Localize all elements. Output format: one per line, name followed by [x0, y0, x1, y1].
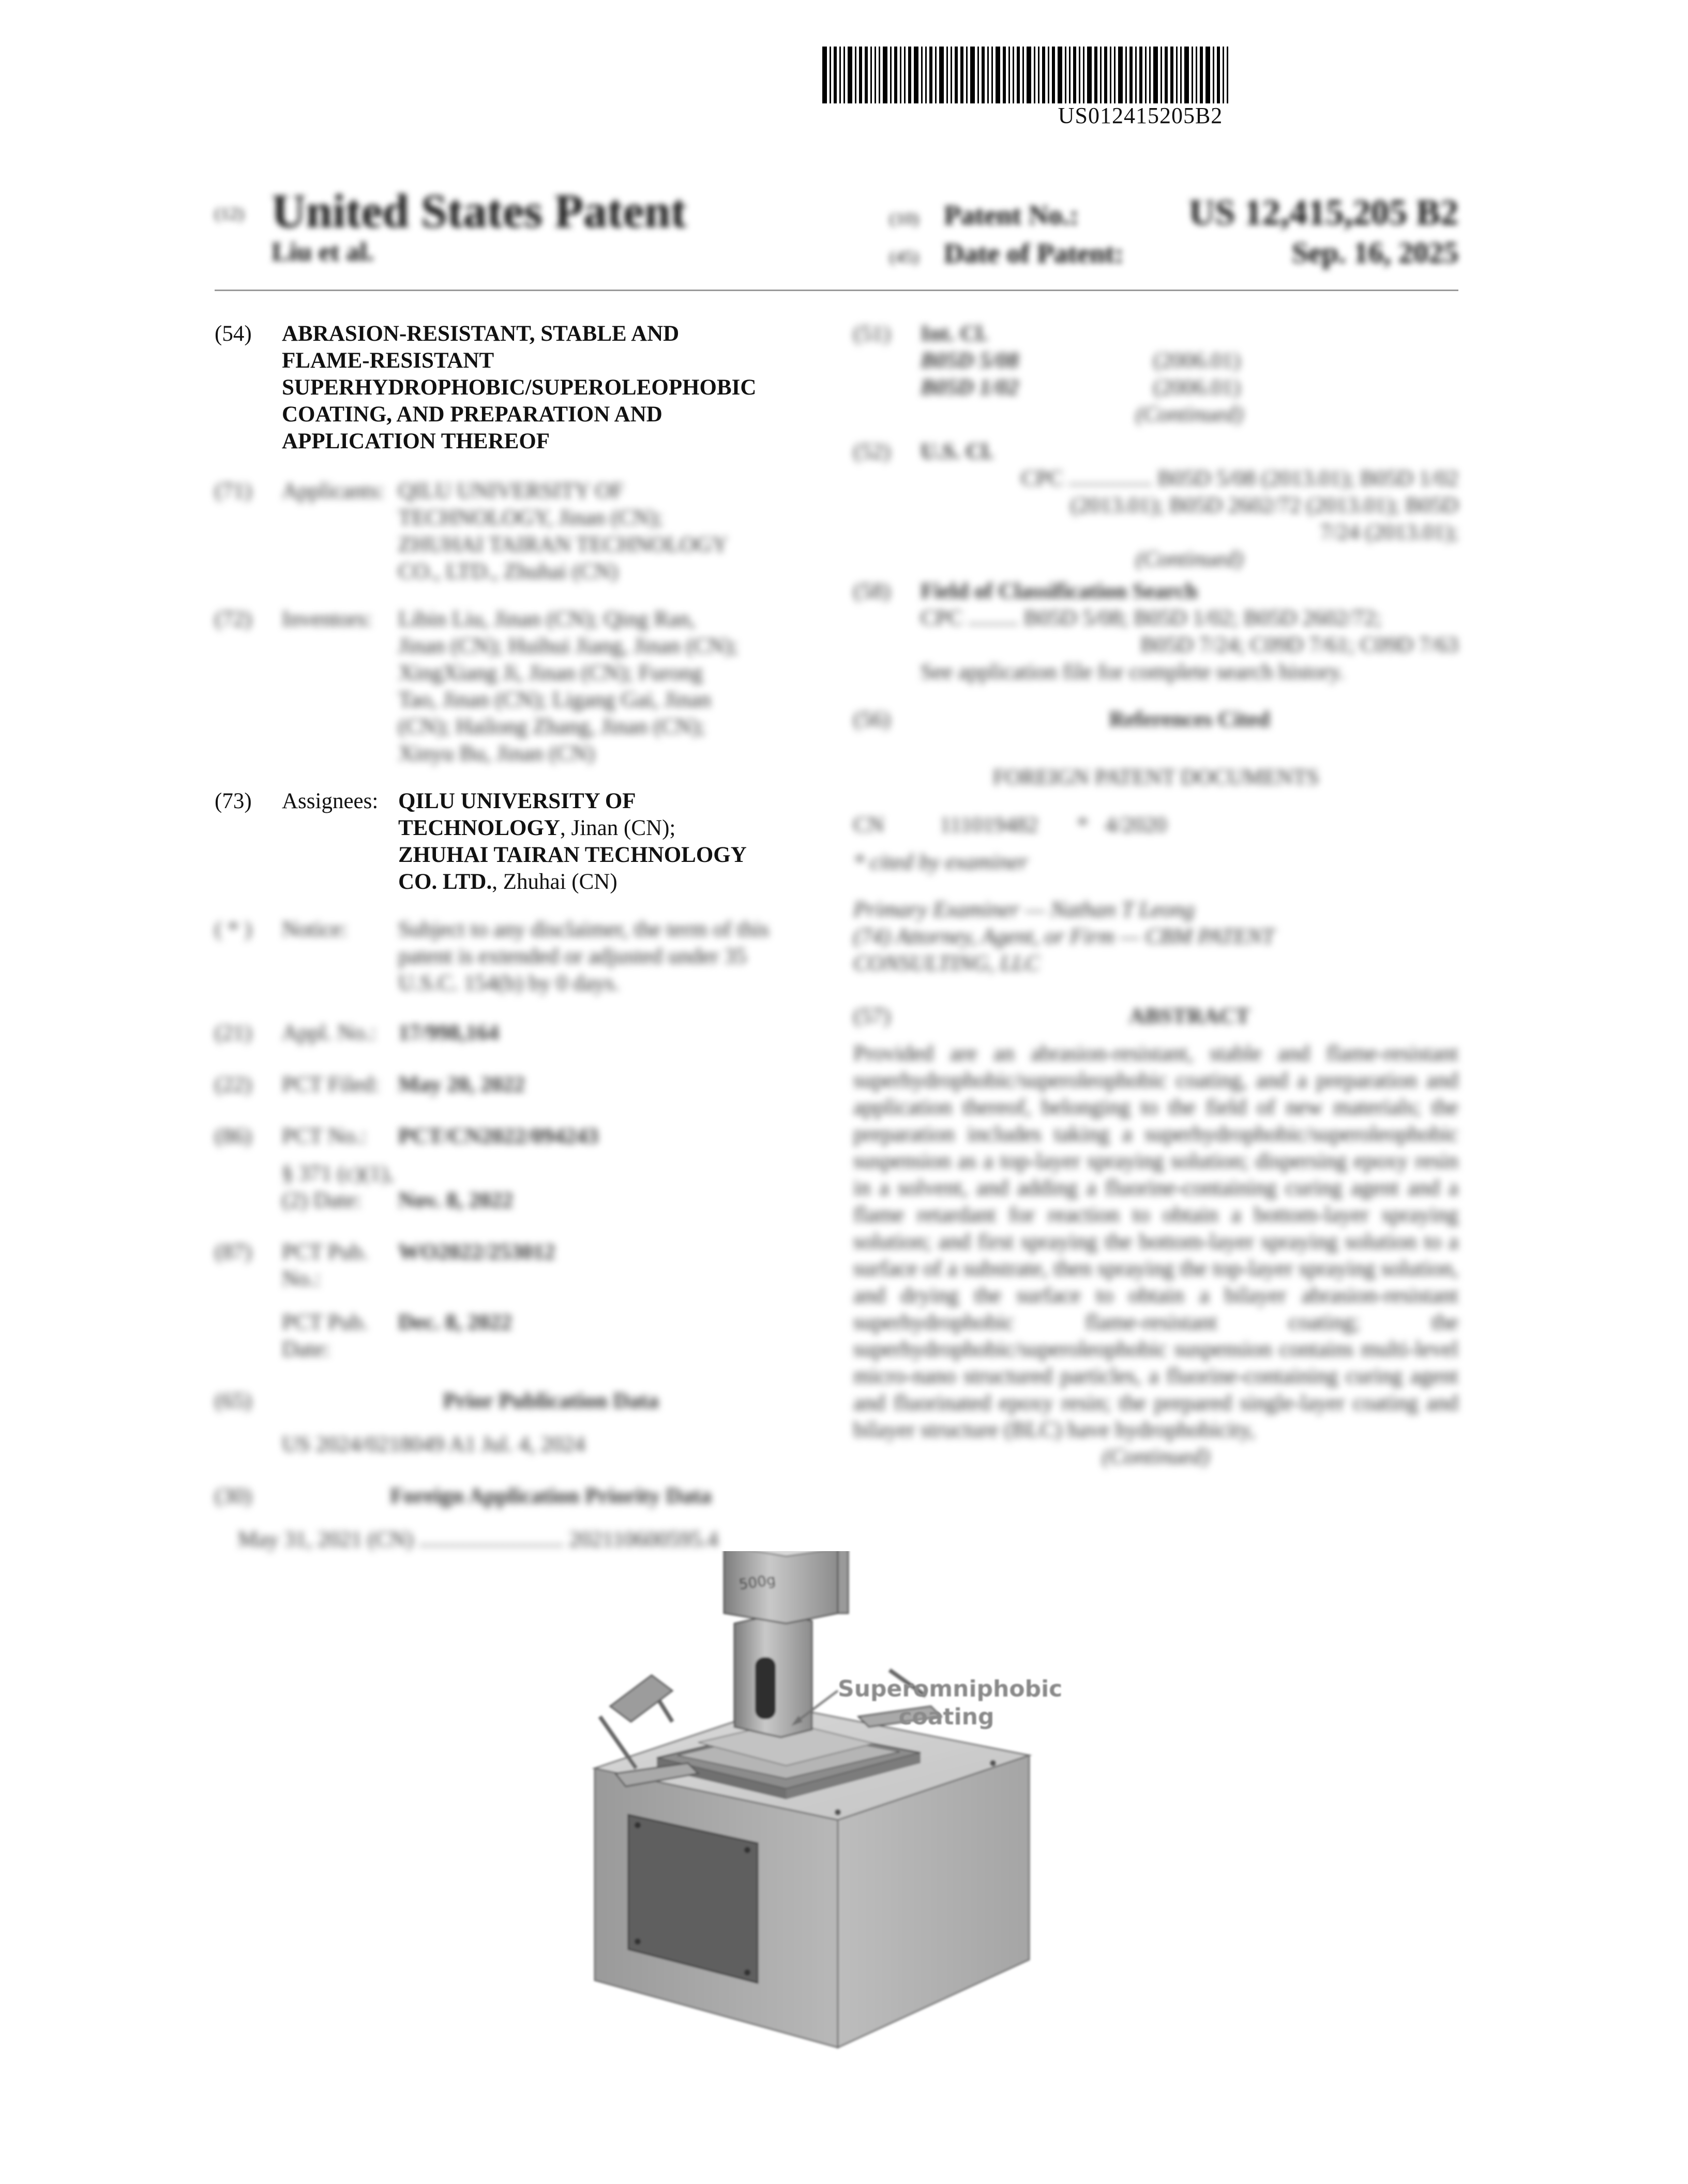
appl-no-code: (21): [215, 1021, 252, 1045]
barcode-bar: [1083, 47, 1084, 103]
right-column: [853, 321, 1458, 1470]
barcode-bar: [1217, 47, 1220, 103]
barcode-bar: [1104, 47, 1107, 103]
barcode-bar: [1118, 47, 1123, 103]
barcode-bar: [1129, 47, 1133, 103]
foreign-priority-heading: Foreign Application Priority Data: [390, 1484, 712, 1508]
patent-no-label: Patent No.:: [944, 200, 1079, 231]
barcode-bar: [929, 47, 932, 103]
us-cl-code: (52): [853, 439, 891, 464]
applicants-code: (71): [215, 479, 252, 503]
barcode-bar: [1065, 47, 1066, 103]
pct-filed-entry: [215, 1071, 820, 1098]
assignee-line: CO. LTD., Zhuhai (CN): [398, 870, 617, 894]
callout-line: Superomniphobic: [838, 1676, 1063, 1702]
field-search-entry: [853, 578, 1458, 605]
barcode-bar: [1114, 47, 1116, 103]
barcode-bar: [839, 47, 841, 103]
barcode-bar: [1153, 47, 1158, 103]
inventor-line: Libin Liu, Jinan (CN); Qing Ran,: [398, 607, 696, 631]
barcode-bar: [1227, 47, 1228, 103]
abstract-continued: (Continued): [1102, 1445, 1210, 1469]
title-line: APPLICATION THEREOF: [282, 429, 550, 453]
barcode-bar: [1100, 47, 1102, 103]
foreign-priority-line: May 31, 2021 (CN) .......................... 202110600595.4: [238, 1527, 718, 1552]
us-cl-text: CPC ............... B05D 5/08 (2013.01); B05D 1/02 (2013.01); B05D 2602/72 (2013.01); B05D 7/24 (2013.01);: [1021, 466, 1458, 544]
title-entry-code: (54): [215, 322, 252, 346]
inventor-line: Jinan (CN); Huihui Jiang, Jinan (CN);: [398, 634, 738, 658]
barcode-bar: [1094, 47, 1097, 103]
invention-title: [282, 321, 820, 455]
barcode-bar: [1073, 47, 1076, 103]
barcode-bar: [848, 47, 852, 103]
abstract-text: Provided are an abrasion-resistant, stable and flame-resistant superhydrophobic/superoleophobic coating, and a preparation and application thereof, belonging to the field of new materials; the preparation includes taking a superhydrophobic/superoleophobic suspension as a top-layer spraying solution; dispersing epoxy resin in a solvent, and adding a fluorine-containing curing agent and a flame retardant for reaction to obtain a bottom-layer spraying solution; and first spraying the bottom-layer spraying solution to a surface of a substrate, then spraying the top-layer spraying solution, and drying the surface to obtain a bilayer abrasion-resistant superhydrophobic flame-resistant coating; the superhydrophobic/superoleophobic suspension contains multi-level micro-nano structured particles, a fluorine-containing curing agent and fluorinated epoxy resin; the prepared single-layer coating and bilayer structure (BLC) have hydrophobicity,: [853, 1041, 1458, 1442]
pct-filed-code: (22): [215, 1072, 252, 1097]
barcode-bar: [843, 47, 845, 103]
barcode: [822, 47, 1458, 103]
patent-title: United States Patent: [272, 185, 687, 237]
barcode-bar: [822, 47, 827, 103]
pct-no-entry: [215, 1123, 820, 1150]
us-cl-entry: [853, 438, 1458, 465]
title-line: SUPERHYDROPHOBIC/SUPEROLEOPHOBIC: [282, 375, 757, 400]
notice-line: U.S.C. 154(b) by 0 days.: [398, 971, 620, 995]
barcode-bar: [1145, 47, 1147, 103]
barcode-bar: [1205, 47, 1210, 103]
date-label: Date of Patent:: [944, 238, 1124, 269]
barcode-bar: [987, 47, 989, 103]
appl-no-value: 17/998,164: [398, 1021, 499, 1045]
barcode-bar: [870, 47, 872, 103]
barcode-bar: [1170, 47, 1173, 103]
prior-pub-heading: Prior Publication Data: [443, 1389, 659, 1413]
pct-pub-code: (87): [215, 1240, 252, 1264]
inventors-entry: [215, 606, 820, 767]
barcode-bar: [1165, 47, 1168, 103]
inventor-line: (CN); Hailong Zhang, Jinan (CN);: [398, 715, 705, 739]
barcode-bar: [1052, 47, 1055, 103]
abrasion-tester-figure: [569, 1551, 1138, 2079]
barcode-bar: [1008, 47, 1010, 103]
barcode-bar: [830, 47, 831, 103]
int-cl-row: B05D 1/02 (2006.01): [921, 375, 1241, 400]
barcode-bar: [991, 47, 993, 103]
barcode-bar: [908, 47, 911, 103]
barcode-bar: [1160, 47, 1162, 103]
int-cl-heading: Int. Cl.: [921, 322, 988, 346]
title-entry: [215, 321, 820, 455]
barcode-bar: [1200, 47, 1203, 103]
barcode-bar: [865, 47, 868, 103]
barcode-bar: [1079, 47, 1080, 103]
assignees-text: [398, 788, 820, 896]
assignee-line: TECHNOLOGY, Jinan (CN);: [398, 816, 676, 840]
barcode-bar: [1192, 47, 1193, 103]
barcode-bar: [1027, 47, 1031, 103]
barcode-bar: [1013, 47, 1014, 103]
applicant-line: QILU UNIVERSITY OF: [398, 479, 624, 503]
barcode-bar: [859, 47, 862, 103]
notice-entry: [215, 916, 820, 997]
barcode-bar: [904, 47, 906, 103]
barcode-bar: [966, 47, 968, 103]
field-search-code: (58): [853, 579, 891, 603]
barcode-bar: [890, 47, 892, 103]
pct-no-code: (86): [215, 1124, 252, 1148]
prior-pub-code: (65): [215, 1389, 252, 1413]
barcode-bar: [1176, 47, 1178, 103]
barcode-bar: [1069, 47, 1071, 103]
pct-pub-date-label: PCT Pub. Date:: [282, 1310, 368, 1361]
s371-value: Nov. 8, 2022: [398, 1188, 514, 1212]
header-rule: [215, 290, 1458, 291]
barcode-bar: [1139, 47, 1142, 103]
barcode-bar: [977, 47, 979, 103]
appl-no-entry: [215, 1020, 820, 1046]
barcode-bar: [914, 47, 918, 103]
barcode-number: US012415205B2: [1058, 103, 1223, 128]
barcode-bar: [1087, 47, 1092, 103]
prior-pub-entry: [215, 1388, 820, 1415]
patent-number-row: [890, 192, 1458, 234]
barcode-bar: [1003, 47, 1006, 103]
title-line: ABRASION-RESISTANT, STABLE AND: [282, 322, 680, 346]
foreign-doc-row: CN 111019482 * 4/2020: [853, 813, 1167, 837]
us-cl-heading: U.S. Cl.: [921, 439, 993, 464]
assignees-entry: [215, 788, 820, 896]
notice-label: Notice:: [282, 917, 348, 942]
barcode-bar: [834, 47, 837, 103]
prior-pub-line: US 2024/0218049 A1 Jul. 4, 2024: [282, 1432, 585, 1457]
foreign-docs-heading: FOREIGN PATENT DOCUMENTS: [992, 765, 1319, 790]
int-cl-row: B05D 5/08 (2006.01): [921, 348, 1241, 373]
barcode-bar: [1042, 47, 1045, 103]
barcode-bar: [1048, 47, 1049, 103]
pct-no-label: PCT No.:: [282, 1124, 367, 1148]
barcode-bar: [1196, 47, 1197, 103]
notice-line: patent is extended or adjusted under 35: [398, 944, 747, 968]
inventor-line: Xinyu Bu, Jinan (CN): [398, 741, 595, 766]
barcode-bar: [900, 47, 901, 103]
barcode-bar: [1022, 47, 1024, 103]
us-cl-continued: (Continued): [1136, 547, 1243, 571]
barcode-bar: [921, 47, 923, 103]
examiner-block: Primary Examiner — Nathan T Leong (74) Attorney, Agent, or Firm — CBM PATENT CONSULTING, LLC: [853, 898, 1275, 976]
notice-code: ( * ): [215, 917, 252, 942]
barcode-bar: [951, 47, 952, 103]
pct-pub-label: PCT Pub. No.:: [282, 1240, 368, 1291]
field-search-heading: Field of Classification Search: [921, 579, 1198, 603]
barcode-bar: [970, 47, 975, 103]
assignees-label: Assignees:: [282, 789, 379, 813]
callout-line: coating: [898, 1704, 994, 1730]
pct-pub-date-entry: [215, 1309, 820, 1363]
field-search-text: CPC ......... B05D 5/08; B05D 1/02; B05D 2602/72; B05D 7/24; C09D 7/61; C09D 7/63 See application file for complete search history.: [921, 606, 1458, 684]
barcode-bar: [1180, 47, 1182, 103]
applicant-line: CO., LTD., Zhuhai (CN): [398, 559, 618, 584]
notice-line: Subject to any disclaimer, the term of this: [398, 917, 770, 942]
foreign-priority-entry: [215, 1483, 820, 1510]
applicant-line: ZHUHAI TAIRAN TECHNOLOGY: [398, 533, 728, 557]
pct-pub-date-value: Dec. 8, 2022: [398, 1310, 512, 1334]
s371-label: § 371 (c)(1), (2) Date:: [282, 1161, 394, 1212]
date-code: (45): [890, 248, 919, 267]
assignees-code: (73): [215, 789, 252, 813]
references-entry: [853, 706, 1458, 733]
barcode-bar: [1058, 47, 1062, 103]
patent-no-value: US 12,415,205 B2: [1188, 193, 1458, 233]
barcode-bar: [1149, 47, 1151, 103]
int-cl-code: (51): [853, 322, 891, 346]
foreign-priority-code: (30): [215, 1484, 252, 1508]
barcode-bar: [1110, 47, 1111, 103]
pct-pub-entry: [215, 1239, 820, 1293]
appl-no-label: Appl. No.:: [282, 1021, 376, 1045]
title-code: (12): [215, 204, 244, 223]
barcode-bar: [1038, 47, 1039, 103]
barcode-bar: [982, 47, 985, 103]
inventors-label: Inventors:: [282, 607, 372, 631]
barcode-bar: [855, 47, 856, 103]
applicants-entry: [215, 478, 820, 585]
int-cl-continued: (Continued): [1136, 402, 1243, 427]
inventors-code: (72): [215, 607, 252, 631]
pct-pub-value: WO2022/253012: [398, 1240, 555, 1264]
barcode-bar: [1034, 47, 1035, 103]
assignee-line: ZHUHAI TAIRAN TECHNOLOGY: [398, 843, 747, 867]
barcode-bar: [955, 47, 958, 103]
barcode-bar: [1223, 47, 1224, 103]
barcode-bar: [1017, 47, 1020, 103]
title-line: FLAME-RESISTANT: [282, 348, 494, 373]
pct-no-value: PCT/CN2022/094243: [398, 1124, 598, 1148]
date-value: Sep. 16, 2025: [1291, 236, 1458, 269]
barcode-bar: [1125, 47, 1127, 103]
left-column: [215, 321, 820, 1553]
applicant-line: TECHNOLOGY, Jinan (CN);: [398, 506, 663, 530]
inventors-text: [398, 606, 820, 767]
references-code: (56): [853, 707, 891, 732]
abstract-code: (57): [853, 1004, 891, 1028]
pct-filed-value: May 20, 2022: [398, 1072, 525, 1097]
barcode-bar: [879, 47, 880, 103]
barcode-bar: [1213, 47, 1214, 103]
abstract-heading: ABSTRACT: [1128, 1004, 1250, 1028]
barcode-bar: [939, 47, 944, 103]
int-cl-entry: [853, 321, 1458, 347]
barcode-bar: [894, 47, 897, 103]
inventor-line: Tao, Jinan (CN); Ligang Gai, Jinan: [398, 688, 711, 712]
weight-label: 500g: [737, 1571, 777, 1594]
inventor-line: Liu et al.: [272, 237, 374, 267]
barcode-bar: [946, 47, 948, 103]
abrasion-tester-illustration: [569, 1551, 1138, 2079]
title-line: COATING, AND PREPARATION AND: [282, 402, 662, 427]
barcode-bar: [875, 47, 876, 103]
barcode-bar: [996, 47, 1000, 103]
barcode-bar: [925, 47, 927, 103]
pct-filed-label: PCT Filed:: [282, 1072, 380, 1097]
patent-date-row: [890, 235, 1458, 270]
abstract-entry: [853, 1003, 1458, 1030]
patent-no-code: (10): [890, 209, 919, 229]
references-heading: References Cited: [1109, 707, 1270, 732]
barcode-bar: [1184, 47, 1189, 103]
applicants-label: Applicants:: [282, 479, 385, 503]
coating-callout: [838, 1675, 1063, 1731]
barcode-bar: [883, 47, 887, 103]
cited-note: * cited by examiner: [853, 850, 1028, 874]
applicants-text: [398, 478, 820, 585]
s371-entry: [215, 1160, 820, 1214]
barcode-bar: [935, 47, 937, 103]
inventor-line: XingXiang Ji, Jinan (CN); Furong: [398, 661, 703, 685]
barcode-bar: [1135, 47, 1137, 103]
barcode-bar: [960, 47, 963, 103]
notice-text: [398, 916, 820, 997]
assignee-line: QILU UNIVERSITY OF: [398, 789, 636, 813]
